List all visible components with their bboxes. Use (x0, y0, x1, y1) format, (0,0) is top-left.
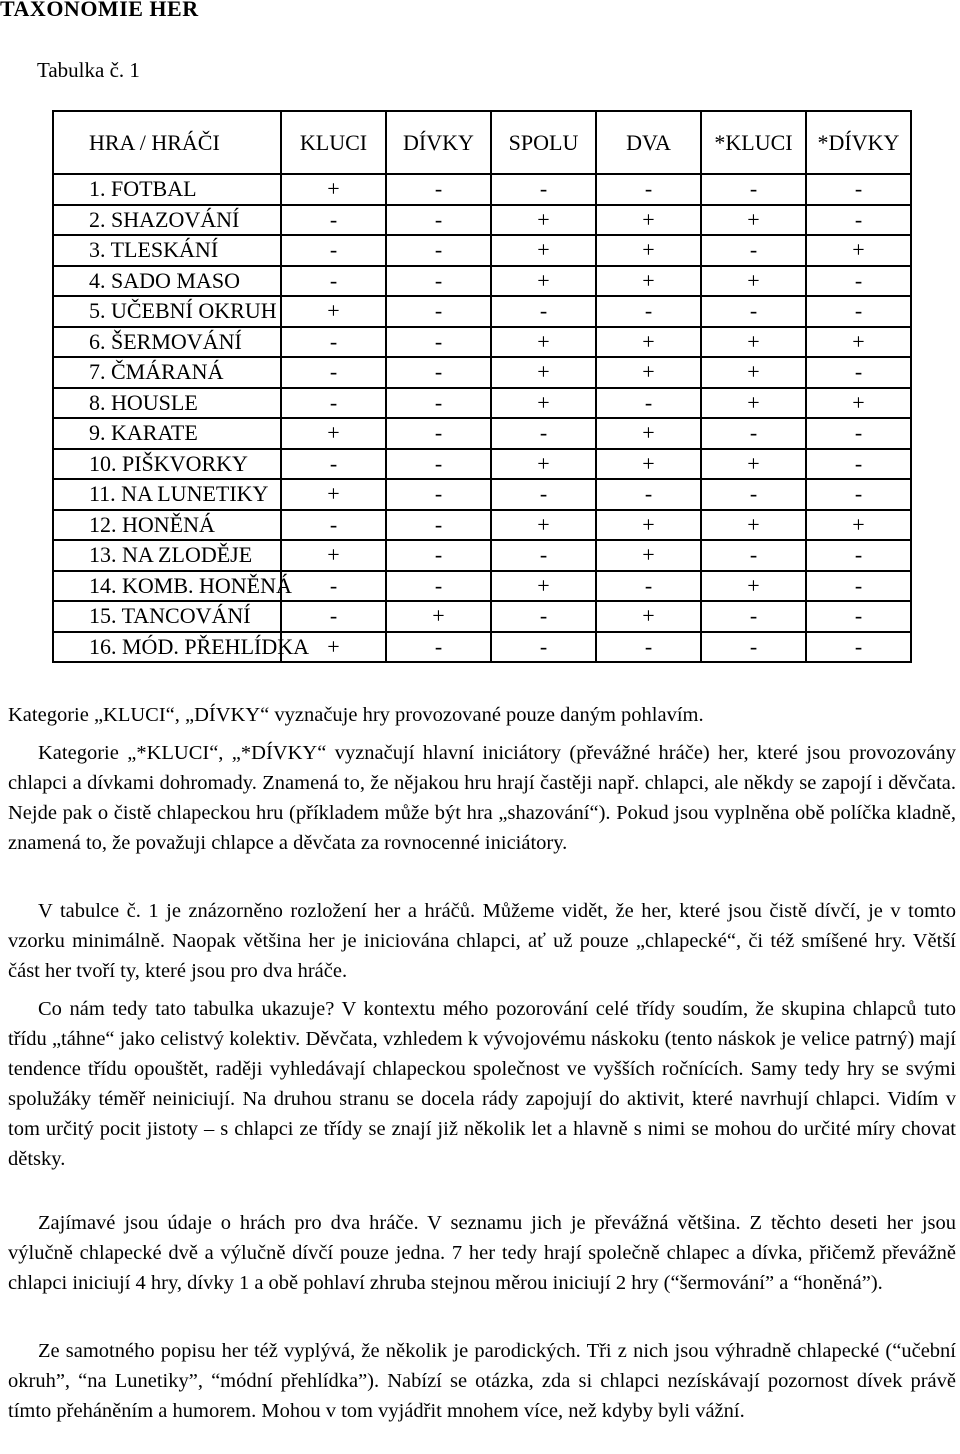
mark-cell: - (386, 479, 491, 510)
table-row (53, 357, 911, 388)
game-name-cell: 4. SADO MASO (53, 266, 281, 297)
table-body (53, 174, 911, 662)
table-row (53, 540, 911, 571)
paragraph-4: Co nám tedy tato tabulka ukazuje? V kontextu mého pozorování celé třídy soudím, že skupina chlapců tuto třídu „táhne“ jako celistvý kolektiv. Děvčata, vzhledem k vývojovému náskoku (tento náskok je velice patrný) mají tendence třídu opouštět, raději vyhledávají chlapeckou společnost ve vyšších ročnících. Samy tedy hry se svými spolužáky téměř neiniciují. Na druhou stranu se docela rády zapojují do aktivit, které navrhují chlapci. Vidím v tom určitý pocit jistoty – s chlapci ze třídy se znají již několik let a hlavně s nimi se mohou do určité míry chovat dětsky. (8, 998, 956, 1170)
mark-cell: - (491, 418, 596, 449)
game-name-cell: 10. PIŠKVORKY (53, 449, 281, 480)
table-row (53, 510, 911, 541)
mark-cell: + (701, 327, 806, 358)
paragraph-2: Kategorie „*KLUCI“, „*DÍVKY“ vyznačují hlavní iniciátory (převážné hráče) her, které jsou provozovány chlapci a dívkami dohromady. Znamená to, že nějakou hru hrají častěji např. chlapci, ale někdy se zapojí i děvčata. Nejde pak o čistě chlapeckou hru (příkladem může být hra „shazování“). Pokud jsou vyplněna obě políčka kladně, znamená to, že považuji chlapce a děvčata za rovnocenné iniciátory. (8, 742, 956, 854)
mark-cell: + (596, 540, 701, 571)
table-row (53, 327, 911, 358)
game-name-cell: 6. ŠERMOVÁNÍ (53, 327, 281, 358)
mark-cell: - (386, 510, 491, 541)
mark-cell: - (281, 449, 386, 480)
mark-cell: - (806, 601, 911, 632)
paragraph-1: Kategorie „KLUCI“, „DÍVKY“ vyznačuje hry provozované pouze daným pohlavím. (8, 704, 704, 726)
mark-cell: + (596, 601, 701, 632)
mark-cell: - (386, 632, 491, 663)
paragraph-3: V tabulce č. 1 je znázorněno rozložení her a hráčů. Můžeme vidět, že her, které jsou čistě dívčí, je v tomto vzorku minimálně. Naopak většina her je iniciována chlapci, ať už pouze „chlapecké“, či též smíšené hry. Větší část her tvoří ty, které jsou pro dva hráče. (8, 900, 956, 982)
mark-cell: - (281, 388, 386, 419)
mark-cell: + (491, 266, 596, 297)
mark-cell: - (491, 296, 596, 327)
table-row (53, 388, 911, 419)
mark-cell: - (806, 174, 911, 205)
mark-cell: - (701, 235, 806, 266)
header-cell: DÍVKY (386, 111, 491, 174)
mark-cell: - (281, 235, 386, 266)
mark-cell: + (281, 479, 386, 510)
mark-cell: + (596, 266, 701, 297)
game-name-cell: 8. HOUSLE (53, 388, 281, 419)
game-name-cell: 16. MÓD. PŘEHLÍDKA (53, 632, 281, 663)
mark-cell: - (491, 174, 596, 205)
mark-cell: - (491, 632, 596, 663)
mark-cell: - (281, 510, 386, 541)
game-name-cell: 5. UČEBNÍ OKRUH (53, 296, 281, 327)
mark-cell: - (701, 479, 806, 510)
mark-cell: - (806, 540, 911, 571)
mark-cell: - (806, 296, 911, 327)
mark-cell: - (281, 357, 386, 388)
table-row (53, 601, 911, 632)
game-name-cell: 15. TANCOVÁNÍ (53, 601, 281, 632)
mark-cell: + (596, 205, 701, 236)
mark-cell: - (386, 388, 491, 419)
mark-cell: + (806, 510, 911, 541)
table-row (53, 418, 911, 449)
game-name-cell: 13. NA ZLODĚJE (53, 540, 281, 571)
mark-cell: + (701, 357, 806, 388)
mark-cell: + (491, 205, 596, 236)
game-name-cell: 11. NA LUNETIKY (53, 479, 281, 510)
mark-cell: + (281, 540, 386, 571)
mark-cell: + (806, 388, 911, 419)
mark-cell: - (386, 357, 491, 388)
table-row (53, 449, 911, 480)
mark-cell: - (701, 632, 806, 663)
mark-cell: + (701, 205, 806, 236)
game-name-cell: 2. SHAZOVÁNÍ (53, 205, 281, 236)
mark-cell: - (386, 327, 491, 358)
mark-cell: - (701, 296, 806, 327)
mark-cell: + (491, 388, 596, 419)
mark-cell: + (491, 327, 596, 358)
paragraph-6: Ze samotného popisu her též vyplývá, že několik je parodických. Tři z nich jsou výhradně chlapecké (“učební okruh”, “na Lunetiky”, “módní přehlídka”). Nabízí se otázka, zda si chlapci nezískávají pozornost dívek právě tímto přeháněním a humorem. Mohou v tom vyjádřit mnohem více, než kdyby byli vážní. (8, 1340, 956, 1422)
mark-cell: - (281, 205, 386, 236)
mark-cell: - (281, 571, 386, 602)
mark-cell: + (596, 418, 701, 449)
header-cell: SPOLU (491, 111, 596, 174)
mark-cell: + (596, 235, 701, 266)
mark-cell: - (806, 479, 911, 510)
mark-cell: + (491, 510, 596, 541)
mark-cell: - (806, 571, 911, 602)
table-row (53, 571, 911, 602)
table-header-row (53, 111, 911, 174)
table-row (53, 235, 911, 266)
mark-cell: + (386, 601, 491, 632)
mark-cell: - (806, 449, 911, 480)
mark-cell: - (386, 571, 491, 602)
mark-cell: - (806, 632, 911, 663)
mark-cell: - (386, 205, 491, 236)
mark-cell: - (386, 449, 491, 480)
mark-cell: + (596, 327, 701, 358)
mark-cell: - (386, 418, 491, 449)
mark-cell: - (701, 418, 806, 449)
mark-cell: - (701, 174, 806, 205)
header-cell: *DÍVKY (806, 111, 911, 174)
mark-cell: - (701, 601, 806, 632)
game-name-cell: 3. TLESKÁNÍ (53, 235, 281, 266)
mark-cell: - (596, 174, 701, 205)
table-row (53, 632, 911, 663)
mark-cell: - (386, 266, 491, 297)
mark-cell: + (596, 449, 701, 480)
mark-cell: + (281, 174, 386, 205)
mark-cell: - (806, 266, 911, 297)
mark-cell: - (281, 601, 386, 632)
table-row (53, 479, 911, 510)
mark-cell: - (596, 388, 701, 419)
document-title: TAXONOMIE HER (0, 0, 199, 21)
mark-cell: + (806, 235, 911, 266)
mark-cell: - (386, 174, 491, 205)
table-row (53, 266, 911, 297)
mark-cell: - (386, 235, 491, 266)
mark-cell: + (806, 327, 911, 358)
mark-cell: - (806, 205, 911, 236)
mark-cell: - (281, 327, 386, 358)
mark-cell: + (596, 510, 701, 541)
header-cell: DVA (596, 111, 701, 174)
header-cell: *KLUCI (701, 111, 806, 174)
mark-cell: + (491, 571, 596, 602)
mark-cell: + (596, 357, 701, 388)
mark-cell: + (281, 632, 386, 663)
game-name-cell: 7. ČMÁRANÁ (53, 357, 281, 388)
mark-cell: + (281, 418, 386, 449)
mark-cell: - (491, 479, 596, 510)
mark-cell: - (491, 540, 596, 571)
table-caption: Tabulka č. 1 (37, 58, 140, 82)
game-name-cell: 12. HONĚNÁ (53, 510, 281, 541)
mark-cell: - (806, 357, 911, 388)
taxonomy-table (52, 110, 912, 663)
mark-cell: - (596, 479, 701, 510)
mark-cell: + (491, 357, 596, 388)
table-row (53, 296, 911, 327)
mark-cell: - (596, 296, 701, 327)
mark-cell: - (386, 540, 491, 571)
game-name-cell: 14. KOMB. HONĚNÁ (53, 571, 281, 602)
mark-cell: + (701, 266, 806, 297)
mark-cell: + (701, 571, 806, 602)
table-row (53, 205, 911, 236)
mark-cell: + (701, 449, 806, 480)
table-row (53, 174, 911, 205)
mark-cell: - (281, 266, 386, 297)
mark-cell: + (491, 235, 596, 266)
mark-cell: - (491, 601, 596, 632)
mark-cell: + (701, 510, 806, 541)
mark-cell: + (281, 296, 386, 327)
mark-cell: - (596, 571, 701, 602)
header-cell: HRA / HRÁČI (53, 111, 281, 174)
mark-cell: - (701, 540, 806, 571)
mark-cell: - (596, 632, 701, 663)
mark-cell: - (806, 418, 911, 449)
mark-cell: - (386, 296, 491, 327)
paragraph-5: Zajímavé jsou údaje o hrách pro dva hráče. V seznamu jich je převážná většina. Z těchto deseti her jsou výlučně chlapecké dvě a výlučně dívčí pouze jedna. 7 her tedy hrají společně chlapec a dívka, přičemž převážně chlapci iniciují 4 hry, dívky 1 a obě pohlaví zhruba stejnou měrou iniciují 2 hry (“šermování” a “honěná”). (8, 1212, 956, 1294)
mark-cell: + (701, 388, 806, 419)
header-cell: KLUCI (281, 111, 386, 174)
game-name-cell: 1. FOTBAL (53, 174, 281, 205)
game-name-cell: 9. KARATE (53, 418, 281, 449)
mark-cell: + (491, 449, 596, 480)
